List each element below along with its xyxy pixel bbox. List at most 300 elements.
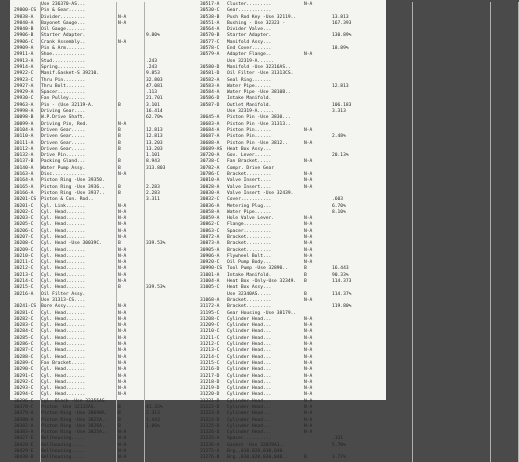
part-description: Cyl. Head....... (41, 228, 86, 234)
part-description: Piston Pin...... (227, 127, 272, 133)
part-number: 31216-D (200, 367, 220, 373)
availability-code: N-A (118, 172, 127, 178)
part-description: Cyl. Head....... (41, 323, 86, 329)
part-price: .113 (146, 90, 158, 96)
availability-code: N-A (304, 360, 313, 366)
availability-code: N-A (118, 386, 127, 392)
part-description: Divider Valve... (227, 27, 272, 33)
part-number: 30203-C (14, 216, 34, 222)
part-description: Hole Valve Lever. (227, 216, 275, 222)
column-rule (412, 2, 413, 462)
part-price: 339.53% (146, 285, 166, 291)
parts-row (200, 455, 382, 461)
availability-code: N-A (304, 398, 313, 404)
part-number: 29914-A (14, 64, 34, 70)
availability-code: N-A (118, 266, 127, 272)
part-number: 29963-A (14, 102, 34, 108)
part-description: Manif.Gasket-S 39210. (41, 71, 100, 77)
part-number: 30828-A (200, 184, 220, 190)
part-number: 30213-C (14, 272, 34, 278)
part-description: Fan Bracket..... (41, 360, 86, 366)
part-number: 30786-C (200, 172, 220, 178)
part-number: 30832-C (200, 197, 220, 203)
part-description: Stud............ (41, 58, 86, 64)
part-description: Cylinder Head... (227, 335, 272, 341)
part-number: 30687-A (200, 134, 220, 140)
availability-code: B (304, 266, 307, 272)
catalog-page (10, 0, 386, 461)
part-description: Intake Manifold. (227, 96, 272, 102)
part-description: Piston Ring -Use 3825A.. (41, 417, 108, 423)
availability-code: B (118, 190, 121, 196)
availability-code: N-A (304, 228, 313, 234)
part-number: 30583-A (200, 83, 220, 89)
part-description: Cyl. Head....... (41, 234, 86, 240)
part-price: 339.53% (146, 241, 166, 247)
part-number: 30215-C (14, 285, 34, 291)
part-number: 30284-C (14, 329, 34, 335)
part-description: Bayonet Gauge... (41, 20, 86, 26)
part-price: 41.32% (146, 405, 163, 410)
part-description: Brg.,010,020,030,040. (227, 449, 286, 455)
availability-code: N-A (304, 159, 313, 165)
part-number: 30586-D (200, 96, 220, 102)
part-price: 8.943 (146, 159, 160, 165)
part-description: Cylinder Head... (227, 367, 272, 373)
part-price: 2.48% (332, 134, 346, 140)
part-description: Fan Pulley...... (41, 96, 86, 102)
part-number: 30379-A (14, 411, 34, 417)
part-description: Driving Gear.... (41, 109, 86, 115)
availability-code: N-A (118, 323, 127, 329)
part-number: 30166-A (14, 190, 34, 196)
part-number: 29838-A (14, 14, 34, 20)
part-description: Manifold -Use 32316AS.. (227, 64, 291, 70)
part-number: 30582-A (200, 77, 220, 83)
availability-code: N-A (118, 430, 127, 436)
part-price: 3.311 (146, 197, 160, 203)
part-price: 2.313 (146, 411, 160, 417)
part-number: 30538-B (200, 14, 220, 20)
part-number: 29840-A (14, 20, 34, 26)
availability-code: N-A (118, 360, 127, 366)
part-description: Heat Box Assy... (227, 285, 272, 291)
part-description: Pin - (Use 32119-A. (41, 102, 94, 108)
availability-code: N-A (118, 203, 127, 209)
part-number: 30689-AS (200, 146, 223, 152)
part-description: Cyl. Head....... (41, 379, 86, 385)
part-description: Cyl. Head....... (41, 335, 86, 341)
part-number: 30285-C (14, 335, 34, 341)
part-number: 30920-C (200, 260, 220, 266)
part-number: 30281-C (14, 310, 34, 316)
part-description: Cylinder Head... (227, 360, 272, 366)
part-price: 106.183 (332, 102, 352, 108)
part-description: Heat Box Assy... (227, 146, 272, 152)
part-number: 30207-C (14, 234, 34, 240)
availability-code: N-A (304, 2, 313, 7)
availability-code: N-A (304, 316, 313, 322)
part-number: 30164-A (14, 178, 34, 184)
part-description: Use 32340AS..... (227, 291, 272, 297)
part-description: Cyl. Head....... (41, 354, 86, 360)
part-description: Seal Ring....... (227, 77, 272, 83)
part-description: Cyl. Head....... (41, 253, 86, 259)
part-description: Piston Pin -Use 3830... (227, 115, 291, 121)
part-number: 30380-A (14, 417, 34, 423)
part-number: 30216-A (14, 291, 34, 297)
part-number: 31195-C (200, 310, 220, 316)
part-number: 30782-A (200, 165, 220, 171)
part-number: 31005-C (200, 285, 220, 291)
part-number: 30165-A (14, 184, 34, 190)
part-description: Use 31313-CS.... (41, 297, 86, 303)
part-number: 30836-A (200, 203, 220, 209)
availability-code: B (118, 165, 121, 171)
column-rule (490, 2, 491, 462)
part-description: Piston Pin -Use 3812.. (227, 140, 288, 146)
part-description: Piston & Con. Rod.. (41, 197, 94, 203)
part-description: Disc............ (41, 172, 86, 178)
part-price: .131 (332, 436, 344, 442)
availability-code: B (118, 127, 121, 133)
part-description: Spring.......... (41, 64, 86, 70)
availability-code: N-A (118, 379, 127, 385)
column-rule (518, 2, 519, 462)
part-number: 31275-A (200, 449, 220, 455)
part-price: 12.813 (332, 83, 349, 89)
part-description: Cylinder Head... (227, 379, 272, 385)
part-number: 30810-A (200, 178, 220, 184)
part-description: Oil Filter -Use 31313CS. (227, 71, 294, 77)
part-description: Bracket......... (227, 247, 272, 253)
availability-code: N-A (304, 373, 313, 379)
part-price: 12.813 (146, 127, 163, 133)
availability-code: N-A (118, 442, 127, 448)
availability-code: N-A (304, 297, 313, 303)
availability-code: N-A (304, 335, 313, 341)
availability-code: N-A (304, 423, 313, 429)
availability-code: N-A (304, 386, 313, 392)
part-description: Driven Gear..... (41, 127, 86, 133)
availability-code: N-A (304, 127, 313, 133)
part-number: 30427-E (14, 436, 34, 442)
part-description: Piston Ring -Use 39350. (41, 178, 105, 184)
part-price: 16.414 (146, 109, 163, 115)
part-number: 30579-A (200, 52, 220, 58)
availability-code: B (118, 285, 121, 291)
part-description: Cyl. Head....... (41, 209, 86, 215)
part-description: Starter Adapter. (227, 33, 272, 39)
part-description: Cylinder Head... (227, 392, 272, 398)
part-description: Bellhousing..... (41, 436, 86, 442)
part-number: 30292-C (14, 379, 34, 385)
part-description: Thru Bolt....... (41, 83, 86, 89)
part-description: Cylinder Head... (227, 342, 272, 348)
part-description: Cylinder Head... (227, 348, 272, 354)
availability-code: N-A (304, 392, 313, 398)
part-description: Bracket......... (227, 297, 272, 303)
part-number: 31209-C (200, 323, 220, 329)
availability-code: B (118, 241, 121, 247)
part-price: 114.37% (332, 291, 352, 297)
part-number: 30863-C (200, 228, 220, 234)
part-description: Crank Assembly.. (41, 39, 86, 45)
part-price: 2.283 (146, 190, 160, 196)
availability-code: N-A (304, 367, 313, 373)
part-description: Cylinder Head... (227, 323, 272, 329)
part-description: Thru Pin........ (41, 77, 86, 83)
part-number: 29909-A (14, 46, 34, 52)
part-price: 18.89% (332, 46, 349, 52)
availability-code: N-A (118, 449, 127, 455)
part-description: Tool Pump -Use 32890.. (227, 266, 288, 272)
part-number: 30241-CS (14, 304, 37, 310)
availability-code: B (118, 146, 121, 152)
part-price: 3.313 (332, 109, 346, 115)
availability-code: N-A (304, 241, 313, 247)
part-description: Gov. Lever...... (227, 153, 272, 159)
part-number: 30830-A (200, 190, 220, 196)
part-description: End Cover....... (227, 46, 272, 52)
part-description: Cyl. Head....... (41, 329, 86, 335)
availability-code: N-A (304, 253, 313, 259)
part-description: Cyl. Block -Use 32355AS. (41, 398, 108, 404)
part-description: Piston Pin...... (227, 134, 272, 140)
part-number: 31235-A (200, 436, 220, 442)
part-description: Gear Housing -Use 38179.. (227, 310, 297, 316)
part-description: W.P.Drive Shaft. (41, 115, 86, 121)
part-price: 8.10% (332, 209, 346, 215)
availability-code: N-A (118, 247, 127, 253)
availability-code: N-A (304, 140, 313, 146)
part-price: .243 (146, 58, 158, 64)
availability-code: N-A (304, 417, 313, 423)
part-number: 29923-C (14, 77, 34, 83)
part-description: Cyl. Head....... (41, 386, 86, 392)
part-number: 30202-C (14, 209, 34, 215)
part-price: 313.803 (146, 165, 166, 171)
part-number: 30859-A (200, 216, 220, 222)
part-description: Water Pipe...... (227, 209, 272, 215)
part-number: 29929-A (14, 90, 34, 96)
availability-code: N-A (118, 310, 127, 316)
availability-code: B (304, 291, 307, 297)
parts-column-right (200, 2, 382, 462)
part-description: Adapter Flange.. (227, 52, 272, 58)
part-description: Cyl. Head....... (41, 285, 86, 291)
part-description: Cylinder Head... (227, 398, 272, 404)
part-number: 31219-D (200, 386, 220, 392)
part-description: Packing Gland... (41, 159, 86, 165)
part-number: 30098-B (14, 115, 34, 121)
part-price: 3.101 (146, 102, 160, 108)
part-description: Use 32319-A...... (227, 109, 275, 115)
availability-code: N-A (118, 316, 127, 322)
part-description: Driven Gear..... (41, 146, 86, 152)
part-number: 29911-A (14, 52, 34, 58)
availability-code: B (118, 417, 121, 423)
part-number: 30289-C (14, 360, 34, 366)
part-number: 30429-E (14, 449, 34, 455)
part-number: 30214-C (14, 279, 34, 285)
availability-code: N-A (118, 335, 127, 341)
part-number: 31208-C (200, 316, 220, 322)
part-number: 30111-A (14, 140, 34, 146)
part-number: 29922-C (14, 71, 34, 77)
availability-code: N-A (118, 253, 127, 259)
part-number: 30294-C (14, 392, 34, 398)
part-description: Cover........... (227, 197, 272, 203)
part-price: 9.853 (146, 71, 160, 77)
availability-code: B (304, 272, 307, 278)
availability-code: N-A (118, 304, 127, 310)
availability-code: N-A (304, 52, 313, 58)
part-number: 30872-A (200, 234, 220, 240)
part-description: Piston Ring -Use 3936.. (41, 184, 105, 190)
part-number: 30137-B (14, 159, 34, 165)
part-description: Cyl. Head....... (41, 266, 86, 272)
part-number: 29906-B (14, 33, 34, 39)
part-number: 30110-A (14, 134, 34, 140)
availability-code: B (118, 159, 121, 165)
availability-code: B (118, 184, 121, 190)
part-number: 30112-A (14, 146, 34, 152)
availability-code: N-A (304, 329, 313, 335)
part-number: 30288-C (14, 354, 34, 360)
part-description: Cylinder Head... (227, 386, 272, 392)
part-description: Shoe............ (41, 52, 86, 58)
part-price: 130.89% (332, 33, 352, 39)
part-number: 29840-B (14, 27, 34, 33)
part-number: 30858-A (200, 209, 220, 215)
part-description: Cyl. Head....... (41, 279, 86, 285)
part-number: 31276-B (200, 455, 220, 461)
part-number: 30906-A (200, 253, 220, 259)
availability-code: N-A (304, 348, 313, 354)
parts-column-left (14, 2, 192, 462)
part-number: 30584-A (200, 90, 220, 96)
availability-code: N-A (304, 411, 313, 417)
part-description: Valve Insert.... (227, 178, 272, 184)
part-description: Bellhousing..... (41, 455, 86, 461)
part-price: .603 (332, 197, 344, 203)
part-description: Cyl. Head....... (41, 348, 86, 354)
part-number: 31001-A (200, 272, 220, 278)
part-price: 32.803 (146, 77, 163, 83)
part-number: 30212-C (14, 266, 34, 272)
part-number: 30683-A (200, 121, 220, 127)
part-number: 31212-C (200, 342, 220, 348)
part-description: Pin & Arm....... (41, 46, 86, 52)
part-description: Bushing - Use 32323 - (227, 20, 286, 26)
part-number: 31068-A (200, 297, 220, 303)
part-description: Intake Manifold. (227, 272, 272, 278)
availability-code: N-A (118, 392, 127, 398)
availability-code: N-A (118, 455, 127, 461)
availability-code: B (118, 411, 121, 417)
part-description: Bracket......... (227, 172, 272, 178)
part-number: 30578-C (200, 46, 220, 52)
part-number: 30211-C (14, 260, 34, 266)
part-description: Valve Insert -Use 32439. (227, 190, 294, 196)
part-description: Brg.,010,020,030,040.. (227, 455, 288, 461)
availability-code: B (118, 423, 121, 429)
availability-code: B (118, 140, 121, 146)
part-description: Piston Ring -Use 3937.. (41, 190, 105, 196)
part-number: 30291-C (14, 373, 34, 379)
part-number: 31213-C (200, 348, 220, 354)
availability-code: B (304, 279, 307, 285)
part-description: Cylinder Head... (227, 354, 272, 360)
part-number: 30209-C (14, 247, 34, 253)
part-description: Cyl. Head....... (41, 310, 86, 316)
part-number: 30206-C (14, 228, 34, 234)
availability-code: N-A (118, 348, 127, 354)
part-number: 30201-CS (14, 197, 37, 203)
availability-code: N-A (118, 342, 127, 348)
part-number: 31217-D (200, 373, 220, 379)
part-number: 30688-A (200, 140, 220, 146)
part-description: Cyl. Head....... (41, 373, 86, 379)
availability-code: N-A (118, 14, 127, 20)
availability-code: N-A (118, 354, 127, 360)
part-number: 30205-C (14, 222, 34, 228)
part-number: 30283-C (14, 323, 34, 329)
part-description: Piston Ring -Use 3825A.. (41, 430, 108, 436)
part-number: 31223-D (200, 411, 220, 417)
part-number: 31224-D (200, 417, 220, 423)
part-number: 30296-C (14, 398, 34, 404)
part-price: 9.80% (146, 33, 160, 39)
part-description: Cyl. Head....... (41, 392, 86, 398)
part-price: 1.06% (146, 423, 160, 429)
availability-code: N-A (118, 367, 127, 373)
part-description: Cyl. Head....... (41, 272, 86, 278)
part-number: 30287-C (14, 348, 34, 354)
part-number: 30208-C (14, 241, 34, 247)
part-number: 30201-C (14, 203, 34, 209)
part-description: Cylinder Head... (227, 405, 272, 410)
part-description: Driving Pin, Red. (41, 121, 89, 127)
part-number: 31220-D (200, 392, 220, 398)
part-description: Cylinder Head... (227, 430, 272, 436)
part-description: Water Pipe -Use 3810B.. (227, 90, 291, 96)
parts-row (14, 455, 192, 461)
availability-code: N-A (118, 260, 127, 266)
part-number: 30517-A (200, 2, 220, 7)
part-description: Cylinder Head... (227, 316, 272, 322)
part-description: Cyl. Link....... (41, 203, 86, 209)
part-number: 30862-C (200, 222, 220, 228)
part-number: 30738-C (200, 159, 220, 165)
availability-code: N-A (118, 209, 127, 215)
part-price: 119.80% (332, 304, 352, 310)
part-number: 30570-B (200, 33, 220, 39)
part-description: Flange.......... (227, 222, 272, 228)
part-description: Piston Ring -Use 38690A. (41, 411, 108, 417)
availability-code: N-A (118, 228, 127, 234)
part-price: 12.813 (146, 134, 163, 140)
part-number: 29927-A (14, 83, 34, 89)
part-description: Driven Gear..... (41, 140, 86, 146)
part-number: 31222-D (200, 405, 220, 410)
availability-code: N-A (304, 216, 313, 222)
part-description: Bracket......... (227, 241, 272, 247)
availability-code: N-A (304, 247, 313, 253)
part-number: 30383-A (14, 430, 34, 436)
availability-code: N-A (304, 184, 313, 190)
